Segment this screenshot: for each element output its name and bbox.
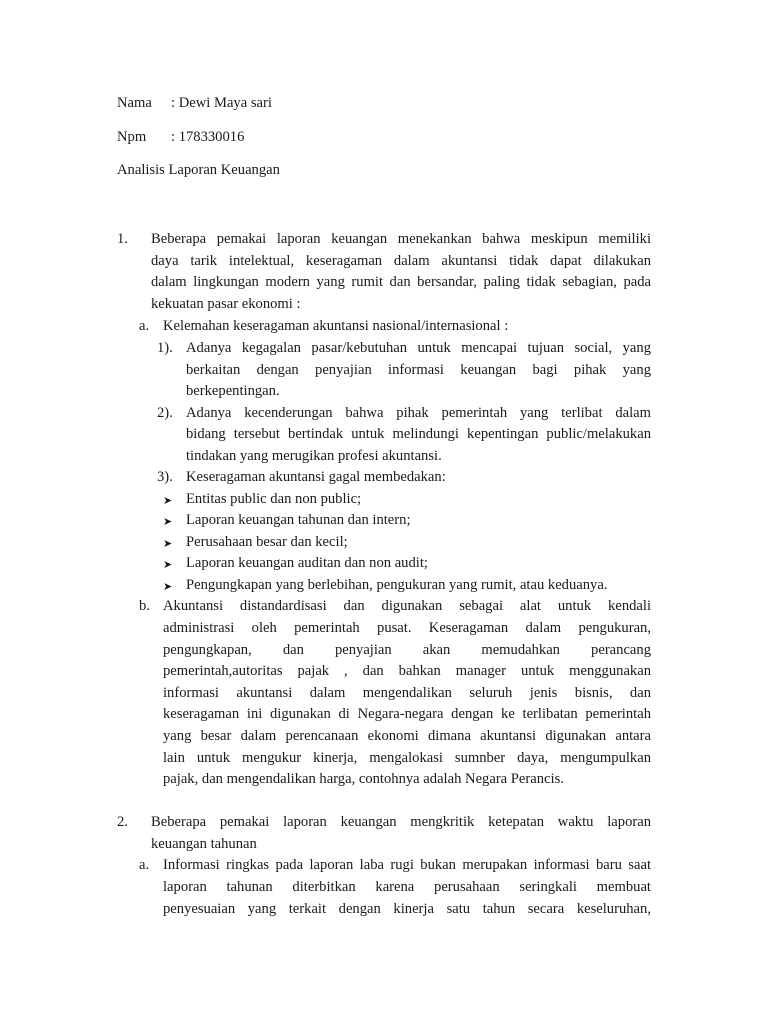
- document-title: Analisis Laporan Keuangan: [117, 162, 280, 178]
- arrow-bullet-icon: ➤: [163, 538, 173, 550]
- npm-label: Npm: [117, 129, 147, 145]
- paragraph-line: keuangan tahunan: [151, 836, 257, 852]
- section-number: 2.: [117, 814, 128, 830]
- subitem-line: berkaitan dengan penyajian informasi keuangan bagi pihak yang: [186, 362, 651, 378]
- npm-value: : 178330016: [171, 129, 245, 145]
- item-line: pajak, dan mengendalikan harga, contohnya adalah Negara Perancis.: [163, 771, 564, 787]
- section-number: 1.: [117, 231, 128, 247]
- name-value: : Dewi Maya sari: [171, 95, 272, 111]
- paragraph-line: daya tarik intelektual, keseragaman dalam akuntansi tidak dapat dilakukan: [151, 253, 651, 269]
- name-label: Nama: [117, 95, 152, 111]
- bullet-item: Entitas public dan non public;: [186, 491, 362, 507]
- paragraph-line: Beberapa pemakai laporan keuangan mengkritik ketepatan waktu laporan: [151, 814, 651, 830]
- bullet-item: Laporan keuangan auditan dan non audit;: [186, 555, 428, 571]
- arrow-bullet-icon: ➤: [163, 581, 173, 593]
- bullet-item: Pengungkapan yang berlebihan, pengukuran yang rumit, atau keduanya.: [186, 577, 608, 593]
- subitem-line: Keseragaman akuntansi gagal membedakan:: [186, 469, 446, 485]
- item-line: Informasi ringkas pada laporan laba rugi bukan merupakan informasi baru saat: [163, 857, 651, 873]
- item-letter: b.: [139, 598, 150, 614]
- subitem-line: berkepentingan.: [186, 383, 280, 399]
- bullet-item: Perusahaan besar dan kecil;: [186, 534, 348, 550]
- arrow-bullet-icon: ➤: [163, 495, 173, 507]
- item-line: penyesuaian yang terkait dengan kinerja satu tahun secara keseluruhan,: [163, 901, 651, 917]
- item-line: lain untuk mengukur kinerja, mengalokasi sumnber daya, mengumpulkan: [163, 750, 651, 766]
- subitem-line: Adanya kegagalan pasar/kebutuhan untuk mencapai tujuan social, yang: [186, 340, 651, 356]
- subitem-line: bidang tersebut bertindak untuk melindungi kepentingan public/melakukan: [186, 426, 651, 442]
- item-line: keseragaman ini digunakan di Negara-negara dengan ke terlibatan pemerintah: [163, 706, 651, 722]
- bullet-item: Laporan keuangan tahunan dan intern;: [186, 512, 411, 528]
- item-line: yang besar dalam perencanaan ekonomi dimana akuntansi digunakan antara: [163, 728, 651, 744]
- item-line: pengungkapan, dan penyajian akan memudahkan perancang: [163, 642, 651, 658]
- arrow-bullet-icon: ➤: [163, 516, 173, 528]
- arrow-bullet-icon: ➤: [163, 559, 173, 571]
- subitem-number: 3).: [157, 469, 173, 485]
- item-letter: a.: [139, 318, 150, 334]
- subitem-line: tindakan yang merugikan profesi akuntansi.: [186, 448, 442, 464]
- item-line: laporan tahunan diterbitkan karena perusahaan seringkali membuat: [163, 879, 651, 895]
- subitem-number: 1).: [157, 340, 173, 356]
- paragraph-line: dalam lingkungan modern yang rumit dan bersandar, paling tidak sebagian, pada: [151, 274, 651, 290]
- item-line: pemerintah,autoritas pajak , dan bahkan manager untuk menggunakan: [163, 663, 651, 679]
- subitem-line: Adanya kecenderungan bahwa pihak pemerintah yang terlibat dalam: [186, 405, 651, 421]
- subitem-number: 2).: [157, 405, 173, 421]
- paragraph-line: kekuatan pasar ekonomi :: [151, 296, 301, 312]
- item-text: Kelemahan keseragaman akuntansi nasional/internasional :: [163, 318, 509, 334]
- item-letter: a.: [139, 857, 150, 873]
- item-line: administrasi oleh pemerintah pusat. Keseragaman dalam pengukuran,: [163, 620, 651, 636]
- paragraph-line: Beberapa pemakai laporan keuangan menekankan bahwa meskipun memiliki: [151, 231, 651, 247]
- item-line: Akuntansi distandardisasi dan digunakan sebagai alat untuk kendali: [163, 598, 651, 614]
- item-line: informasi akuntansi dalam mengendalikan seluruh jenis bisnis, dan: [163, 685, 651, 701]
